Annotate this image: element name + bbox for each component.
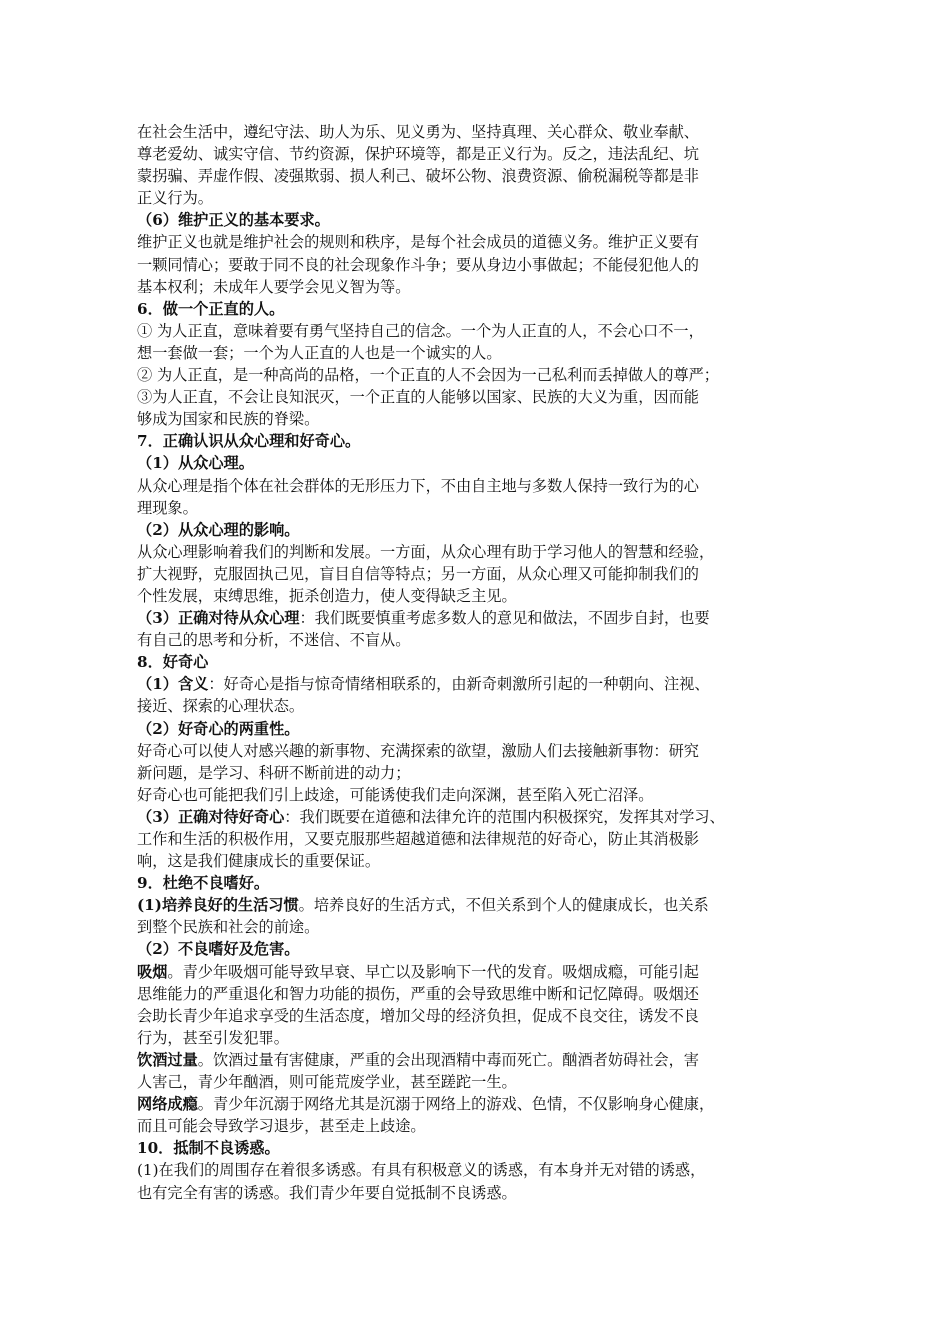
section-heading bbox=[137, 209, 860, 231]
text-line bbox=[137, 1071, 860, 1093]
text-line bbox=[137, 231, 860, 253]
text-line bbox=[137, 1159, 860, 1181]
text-segment: 人害己，青少年酗酒，则可能荒废学业，甚至蹉跎一生。 bbox=[137, 1073, 517, 1092]
text-segment: ③为人正直，不会让良知泯灭，一个正直的人能够以国家、民族的大义为重，因而能 bbox=[137, 388, 699, 407]
text-segment: 。培养良好的生活方式，不但关系到个人的健康成长，也关系 bbox=[298, 896, 709, 915]
text-line bbox=[137, 143, 860, 165]
text-segment: 想一套做一套；一个为人正直的人也是一个诚实的人。 bbox=[137, 343, 502, 362]
text-segment: 响，这是我们健康成长的重要保证。 bbox=[137, 852, 380, 871]
text-line bbox=[137, 916, 860, 938]
text-segment: ② 为人正直，是一种高尚的品格，一个正直的人不会因为一己私利而丢掉做人的尊严； bbox=[137, 366, 719, 385]
text-segment: 基本权利；未成年人要学会见义智为等。 bbox=[137, 277, 411, 296]
text-segment: 维护正义也就是维护社会的规则和秩序，是每个社会成员的道德义务。维护正义要有 bbox=[137, 233, 699, 252]
text-line bbox=[137, 983, 860, 1005]
bold-text: （6）维护正义的基本要求。 bbox=[137, 211, 330, 230]
text-segment: ：我们既要在道德和法律允许的范围内积极探究，发挥其对学习、 bbox=[284, 807, 725, 826]
text-segment: 行为，甚至引发犯罪。 bbox=[137, 1028, 289, 1047]
text-line bbox=[137, 408, 860, 430]
text-segment: 到整个民族和社会的前途。 bbox=[137, 918, 320, 937]
text-line bbox=[137, 254, 860, 276]
text-line bbox=[137, 695, 860, 717]
section-heading bbox=[137, 938, 860, 960]
text-line bbox=[137, 740, 860, 762]
text-segment: 也有完全有害的诱惑。我们青少年要自觉抵制不良诱惑。 bbox=[137, 1183, 517, 1202]
bold-text: （1）从众心理。 bbox=[137, 454, 254, 473]
bold-text: 9．杜绝不良嗜好。 bbox=[137, 874, 270, 893]
text-segment: 在社会生活中，遵纪守法、助人为乐、见义勇为、坚持真理、关心群众、敬业奉献、 bbox=[137, 123, 699, 141]
text-segment: 而且可能会导致学习退步，甚至走上歧途。 bbox=[137, 1117, 426, 1136]
text-line bbox=[137, 806, 860, 828]
bold-text: 8．好奇心 bbox=[137, 653, 209, 672]
text-line bbox=[137, 1005, 860, 1027]
section-heading bbox=[137, 519, 860, 541]
text-line bbox=[137, 629, 860, 651]
bold-text: （1）含义 bbox=[137, 675, 209, 694]
text-line bbox=[137, 894, 860, 916]
section-heading bbox=[137, 872, 860, 894]
text-line bbox=[137, 187, 860, 209]
text-segment: 好奇心可以使人对感兴趣的新事物、充满探索的欲望，激励人们去接触新事物：研究 bbox=[137, 741, 699, 760]
text-segment: ：我们既要慎重考虑多数人的意见和做法，不固步自封，也要 bbox=[299, 609, 710, 628]
section-heading bbox=[137, 651, 860, 673]
section-heading bbox=[137, 452, 860, 474]
text-segment: 会助长青少年追求享受的生活态度，增加父母的经济负担，促成不良交往，诱发不良 bbox=[137, 1006, 699, 1025]
text-segment: 正义行为。 bbox=[137, 189, 213, 208]
text-line bbox=[137, 475, 860, 497]
bold-text: （3）正确对待好奇心 bbox=[137, 807, 285, 826]
bold-text: 7．正确认识从众心理和好奇心。 bbox=[137, 432, 361, 451]
text-line bbox=[137, 386, 860, 408]
section-heading bbox=[137, 718, 860, 740]
text-segment: ：好奇心是指与惊奇情绪相联系的，由新奇刺激所引起的一种朝向、注视、 bbox=[208, 675, 710, 694]
text-line bbox=[137, 165, 860, 187]
bold-text: 10．抵制不良诱惑。 bbox=[137, 1139, 280, 1158]
bold-text: （2）从众心理的影响。 bbox=[137, 520, 300, 539]
text-line bbox=[137, 563, 860, 585]
text-line bbox=[137, 1115, 860, 1137]
text-line bbox=[137, 1027, 860, 1049]
text-segment: 接近、探索的心理状态。 bbox=[137, 697, 305, 716]
bold-text: 吸烟 bbox=[137, 962, 168, 981]
text-segment: 好奇心也可能把我们引上歧途，可能诱使我们走向深渊，甚至陷入死亡沼泽。 bbox=[137, 785, 654, 804]
text-segment: (1)在我们的周围存在着很多诱惑。有具有积极意义的诱惑，有本身并无对错的诱惑， bbox=[137, 1161, 706, 1180]
text-segment: 。青少年沉溺于网络尤其是沉溺于网络上的游戏、色情，不仅影响身心健康， bbox=[197, 1095, 715, 1114]
section-heading bbox=[137, 430, 860, 452]
text-segment: 够成为国家和民族的脊梁。 bbox=[137, 410, 320, 429]
section-heading bbox=[137, 1137, 860, 1159]
text-line bbox=[137, 276, 860, 298]
text-segment: 新问题，是学习、科研不断前进的动力； bbox=[137, 763, 411, 782]
text-line bbox=[137, 1182, 860, 1204]
bold-text: （2）不良嗜好及危害。 bbox=[137, 940, 300, 959]
text-segment: 有自己的思考和分析，不迷信、不盲从。 bbox=[137, 631, 411, 650]
text-line bbox=[137, 342, 860, 364]
text-segment: 从众心理是指个体在社会群体的无形压力下，不由自主地与多数人保持一致行为的心 bbox=[137, 476, 699, 495]
text-line bbox=[137, 961, 860, 983]
text-line bbox=[137, 1049, 860, 1071]
text-segment: 一颗同情心；要敢于同不良的社会现象作斗争；要从身边小事做起；不能侵犯他人的 bbox=[137, 255, 699, 274]
text-line bbox=[137, 673, 860, 695]
text-segment: 尊老爱幼、诚实守信、节约资源，保护环境等，都是正义行为。反之，违法乱纪、坑 bbox=[137, 145, 699, 164]
text-line bbox=[137, 497, 860, 519]
text-segment: 思维能力的严重退化和智力功能的损伤，严重的会导致思维中断和记忆障碍。吸烟还 bbox=[137, 984, 699, 1003]
document-body bbox=[137, 121, 860, 1204]
text-line bbox=[137, 762, 860, 784]
text-line bbox=[137, 320, 860, 342]
text-line bbox=[137, 364, 860, 386]
text-line bbox=[137, 121, 860, 143]
text-line bbox=[137, 585, 860, 607]
text-segment: 扩大视野，克服固执己见，盲目自信等特点；另一方面，从众心理又可能抑制我们的 bbox=[137, 564, 699, 583]
text-line bbox=[137, 828, 860, 850]
section-heading bbox=[137, 298, 860, 320]
text-segment: ① 为人正直，意味着要有勇气坚持自己的信念。一个为人正直的人，不会心口不一， bbox=[137, 321, 704, 340]
text-segment: 个性发展，束缚思维，扼杀创造力，使人变得缺乏主见。 bbox=[137, 586, 517, 605]
bold-text: 网络成瘾 bbox=[137, 1095, 198, 1114]
text-line bbox=[137, 784, 860, 806]
bold-text: （3）正确对待从众心理 bbox=[137, 609, 300, 628]
text-segment: 。青少年吸烟可能导致早衰、早亡以及影响下一代的发育。吸烟成瘾，可能引起 bbox=[167, 962, 699, 981]
bold-text: 饮酒过量 bbox=[137, 1050, 198, 1069]
text-segment: 理现象。 bbox=[137, 498, 198, 517]
bold-text: 6．做一个正直的人。 bbox=[137, 299, 285, 318]
text-segment: 。饮酒过量有害健康，严重的会出现酒精中毒而死亡。酗酒者妨碍社会，害 bbox=[197, 1050, 699, 1069]
text-segment: 从众心理影响着我们的判断和发展。一方面，从众心理有助于学习他人的智慧和经验， bbox=[137, 542, 715, 561]
text-line bbox=[137, 1093, 860, 1115]
text-line bbox=[137, 541, 860, 563]
bold-text: (1)培养良好的生活习惯 bbox=[137, 896, 299, 915]
text-line bbox=[137, 607, 860, 629]
text-segment: 工作和生活的积极作用，又要克服那些超越道德和法律规范的好奇心，防止其消极影 bbox=[137, 830, 699, 848]
bold-text: （2）好奇心的两重性。 bbox=[137, 719, 300, 738]
text-line bbox=[137, 850, 860, 872]
text-segment: 蒙拐骗、弄虚作假、凌强欺弱、损人利己、破坏公物、浪费资源、偷税漏税等都是非 bbox=[137, 167, 699, 186]
